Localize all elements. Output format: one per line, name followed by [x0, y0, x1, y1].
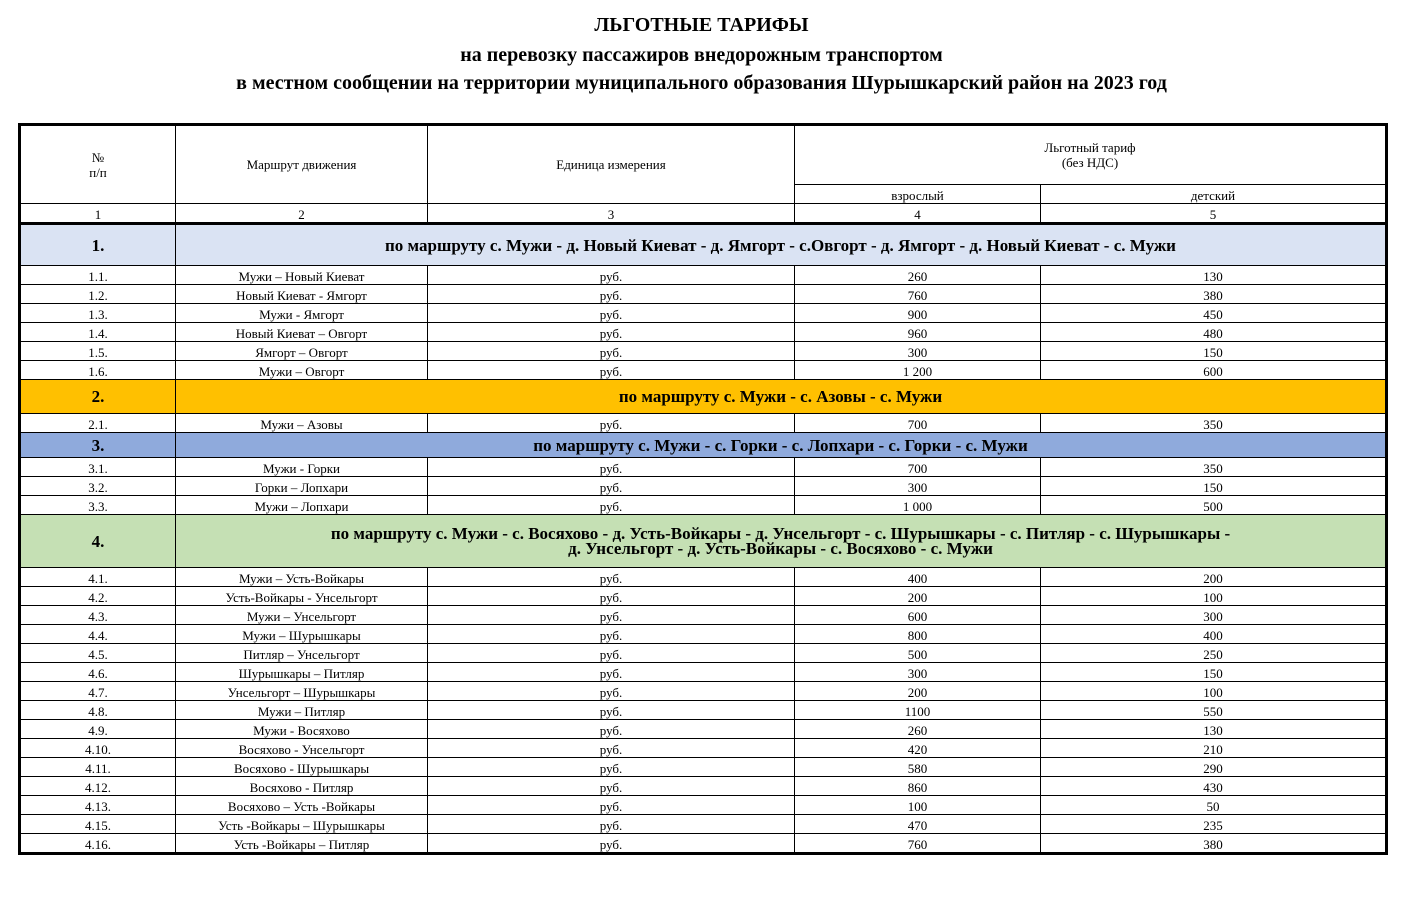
cell-route: Новый Киеват – Овгорт: [176, 323, 428, 342]
cell-unit: руб.: [428, 834, 795, 854]
header-colnum-1: 1: [20, 204, 176, 224]
cell-child: 380: [1041, 285, 1387, 304]
table-row: [20, 496, 1387, 515]
header-num-line2: п/п: [89, 164, 107, 180]
cell-child: 200: [1041, 568, 1387, 587]
cell-route: Горки – Лопхари: [176, 477, 428, 496]
table-row: [20, 663, 1387, 682]
cell-unit: руб.: [428, 758, 795, 777]
section-title-line: по маршруту с. Мужи - с. Горки - с. Лопхари - с. Горки - с. Мужи: [533, 435, 1028, 455]
cell-num: 4.13.: [20, 796, 176, 815]
header-num-line1: №: [91, 149, 105, 165]
cell-child: 210: [1041, 739, 1387, 758]
cell-child: 480: [1041, 323, 1387, 342]
table-row: [20, 682, 1387, 701]
cell-route: Ямгорт – Овгорт: [176, 342, 428, 361]
section-row: [20, 433, 1387, 458]
cell-child: 290: [1041, 758, 1387, 777]
table-row: [20, 834, 1387, 854]
cell-num: 4.6.: [20, 663, 176, 682]
section-row: [20, 515, 1387, 568]
cell-unit: руб.: [428, 739, 795, 758]
section-row: [20, 380, 1387, 414]
cell-unit: руб.: [428, 720, 795, 739]
cell-child: 350: [1041, 414, 1387, 433]
cell-adult: 300: [795, 663, 1041, 682]
table-row: [20, 606, 1387, 625]
header-colnum-5: 5: [1041, 204, 1387, 224]
cell-route: Мужи – Лопхари: [176, 496, 428, 515]
cell-num: 4.1.: [20, 568, 176, 587]
tariff-table: [18, 123, 1388, 855]
cell-unit: руб.: [428, 342, 795, 361]
section-title: [176, 515, 1387, 568]
cell-unit: руб.: [428, 701, 795, 720]
cell-child: 130: [1041, 266, 1387, 285]
table-row: [20, 720, 1387, 739]
table-row: [20, 285, 1387, 304]
cell-num: 4.3.: [20, 606, 176, 625]
table-row: [20, 304, 1387, 323]
cell-num: 3.2.: [20, 477, 176, 496]
cell-route: Мужи – Питляр: [176, 701, 428, 720]
cell-adult: 700: [795, 458, 1041, 477]
cell-num: 4.7.: [20, 682, 176, 701]
section-title-line: по маршруту с. Мужи - с. Азовы - с. Мужи: [618, 387, 943, 406]
cell-adult: 300: [795, 342, 1041, 361]
section-number: 2.: [20, 380, 176, 414]
cell-adult: 580: [795, 758, 1041, 777]
header-colnum-4: 4: [795, 204, 1041, 224]
cell-num: 4.11.: [20, 758, 176, 777]
cell-child: 450: [1041, 304, 1387, 323]
header-unit: Единица измерения: [428, 125, 795, 204]
cell-route: Мужи – Унсельгорт: [176, 606, 428, 625]
cell-num: 4.4.: [20, 625, 176, 644]
cell-route: Мужи – Усть-Войкары: [176, 568, 428, 587]
cell-adult: 600: [795, 606, 1041, 625]
table-row: [20, 414, 1387, 433]
section-title: [176, 433, 1387, 458]
cell-num: 3.3.: [20, 496, 176, 515]
cell-unit: руб.: [428, 477, 795, 496]
cell-route: Новый Киеват - Ямгорт: [176, 285, 428, 304]
cell-child: 380: [1041, 834, 1387, 854]
cell-adult: 400: [795, 568, 1041, 587]
cell-unit: руб.: [428, 285, 795, 304]
cell-child: 50: [1041, 796, 1387, 815]
table-row: [20, 625, 1387, 644]
cell-adult: 200: [795, 587, 1041, 606]
title-line-2: на перевозку пассажиров внедорожным транспортом: [460, 44, 943, 66]
cell-route: Усть -Войкары – Питляр: [176, 834, 428, 854]
cell-route: Мужи – Азовы: [176, 414, 428, 433]
title-line-1: ЛЬГОТНЫЕ ТАРИФЫ: [594, 14, 809, 36]
table-row: [20, 587, 1387, 606]
cell-adult: 260: [795, 266, 1041, 285]
cell-num: 4.16.: [20, 834, 176, 854]
table-row: [20, 477, 1387, 496]
cell-num: 4.2.: [20, 587, 176, 606]
section-title: [176, 224, 1387, 266]
cell-adult: 900: [795, 304, 1041, 323]
cell-child: 150: [1041, 342, 1387, 361]
cell-child: 250: [1041, 644, 1387, 663]
table-row: [20, 739, 1387, 758]
section-number: 3.: [20, 433, 176, 458]
cell-adult: 200: [795, 682, 1041, 701]
header-adult: взрослый: [795, 185, 1041, 204]
cell-adult: 700: [795, 414, 1041, 433]
table-row: [20, 796, 1387, 815]
cell-unit: руб.: [428, 606, 795, 625]
cell-adult: 760: [795, 834, 1041, 854]
header-colnum-2: 2: [176, 204, 428, 224]
cell-unit: руб.: [428, 266, 795, 285]
cell-adult: 500: [795, 644, 1041, 663]
cell-num: 4.12.: [20, 777, 176, 796]
cell-route: Восяхово – Усть -Войкары: [176, 796, 428, 815]
cell-route: Мужи - Горки: [176, 458, 428, 477]
cell-child: 400: [1041, 625, 1387, 644]
cell-child: 150: [1041, 663, 1387, 682]
cell-route: Усть -Войкары – Шурышкары: [176, 815, 428, 834]
cell-unit: руб.: [428, 796, 795, 815]
cell-adult: 860: [795, 777, 1041, 796]
cell-num: 3.1.: [20, 458, 176, 477]
header-colnum-3: 3: [428, 204, 795, 224]
cell-route: Усть-Войкары - Унсельгорт: [176, 587, 428, 606]
cell-route: Восяхово - Шурышкары: [176, 758, 428, 777]
cell-adult: 800: [795, 625, 1041, 644]
cell-num: 4.8.: [20, 701, 176, 720]
cell-unit: руб.: [428, 414, 795, 433]
cell-unit: руб.: [428, 323, 795, 342]
cell-num: 1.2.: [20, 285, 176, 304]
cell-adult: 1 200: [795, 361, 1041, 380]
table-row: [20, 323, 1387, 342]
cell-adult: 100: [795, 796, 1041, 815]
cell-num: 4.9.: [20, 720, 176, 739]
title-line-3: в местном сообщении на территории муниципального образования Шурышкарский район на 2023 год: [236, 72, 1167, 94]
cell-route: Шурышкары – Питляр: [176, 663, 428, 682]
cell-unit: руб.: [428, 568, 795, 587]
header-tariff-line2: (без НДС): [1061, 155, 1119, 170]
header-tariff-line1: Льготный тариф: [1044, 140, 1136, 155]
cell-adult: 760: [795, 285, 1041, 304]
cell-child: 130: [1041, 720, 1387, 739]
table-row: [20, 815, 1387, 834]
cell-unit: руб.: [428, 682, 795, 701]
cell-child: 300: [1041, 606, 1387, 625]
cell-adult: 960: [795, 323, 1041, 342]
cell-num: 1.4.: [20, 323, 176, 342]
cell-num: 1.6.: [20, 361, 176, 380]
table-row: [20, 458, 1387, 477]
table-row: [20, 758, 1387, 777]
table-row: [20, 266, 1387, 285]
cell-child: 600: [1041, 361, 1387, 380]
section-title-line: д. Унсельгорт - д. Усть-Войкары - с. Восяхово - с. Мужи: [568, 539, 993, 558]
table-row: [20, 777, 1387, 796]
cell-unit: руб.: [428, 361, 795, 380]
cell-num: 2.1.: [20, 414, 176, 433]
cell-unit: руб.: [428, 815, 795, 834]
table-row: [20, 361, 1387, 380]
section-number: 4.: [20, 515, 176, 568]
cell-num: 1.1.: [20, 266, 176, 285]
cell-route: Мужи - Ямгорт: [176, 304, 428, 323]
cell-unit: руб.: [428, 587, 795, 606]
cell-child: 100: [1041, 682, 1387, 701]
cell-route: Восяхово - Питляр: [176, 777, 428, 796]
cell-route: Мужи - Восяхово: [176, 720, 428, 739]
cell-num: 4.10.: [20, 739, 176, 758]
cell-num: 4.15.: [20, 815, 176, 834]
cell-route: Питляр – Унсельгорт: [176, 644, 428, 663]
cell-unit: руб.: [428, 625, 795, 644]
cell-num: 1.3.: [20, 304, 176, 323]
table-row: [20, 568, 1387, 587]
section-title: [176, 380, 1387, 414]
cell-unit: руб.: [428, 644, 795, 663]
cell-route: Унсельгорт – Шурышкары: [176, 682, 428, 701]
cell-child: 550: [1041, 701, 1387, 720]
cell-adult: 1100: [795, 701, 1041, 720]
cell-route: Мужи – Шурышкары: [176, 625, 428, 644]
header-num: [20, 125, 176, 204]
cell-adult: 470: [795, 815, 1041, 834]
cell-child: 100: [1041, 587, 1387, 606]
section-title-line: по маршруту с. Мужи - д. Новый Киеват - д. Ямгорт - с.Овгорт - д. Ямгорт - д. Новый Киеват - с. Мужи: [385, 235, 1176, 255]
cell-child: 430: [1041, 777, 1387, 796]
cell-route: Мужи – Новый Киеват: [176, 266, 428, 285]
cell-child: 350: [1041, 458, 1387, 477]
cell-num: 4.5.: [20, 644, 176, 663]
cell-unit: руб.: [428, 304, 795, 323]
table-row: [20, 701, 1387, 720]
header-route: Маршрут движения: [176, 125, 428, 204]
cell-adult: 300: [795, 477, 1041, 496]
table-row: [20, 644, 1387, 663]
cell-num: 1.5.: [20, 342, 176, 361]
cell-adult: 260: [795, 720, 1041, 739]
cell-unit: руб.: [428, 777, 795, 796]
header-tariff: [795, 125, 1387, 185]
cell-child: 500: [1041, 496, 1387, 515]
section-title-line: по маршруту с. Мужи - с. Восяхово - д. Усть-Войкары - д. Унсельгорт - с. Шурышкары - с. Питляр - с. Шурышкары -: [330, 524, 1231, 543]
cell-child: 150: [1041, 477, 1387, 496]
section-row: [20, 224, 1387, 266]
table-row: [20, 342, 1387, 361]
cell-route: Мужи – Овгорт: [176, 361, 428, 380]
cell-unit: руб.: [428, 458, 795, 477]
cell-adult: 1 000: [795, 496, 1041, 515]
cell-adult: 420: [795, 739, 1041, 758]
cell-unit: руб.: [428, 663, 795, 682]
cell-route: Восяхово - Унсельгорт: [176, 739, 428, 758]
header-child: детский: [1041, 185, 1387, 204]
section-number: 1.: [20, 224, 176, 266]
cell-unit: руб.: [428, 496, 795, 515]
cell-child: 235: [1041, 815, 1387, 834]
